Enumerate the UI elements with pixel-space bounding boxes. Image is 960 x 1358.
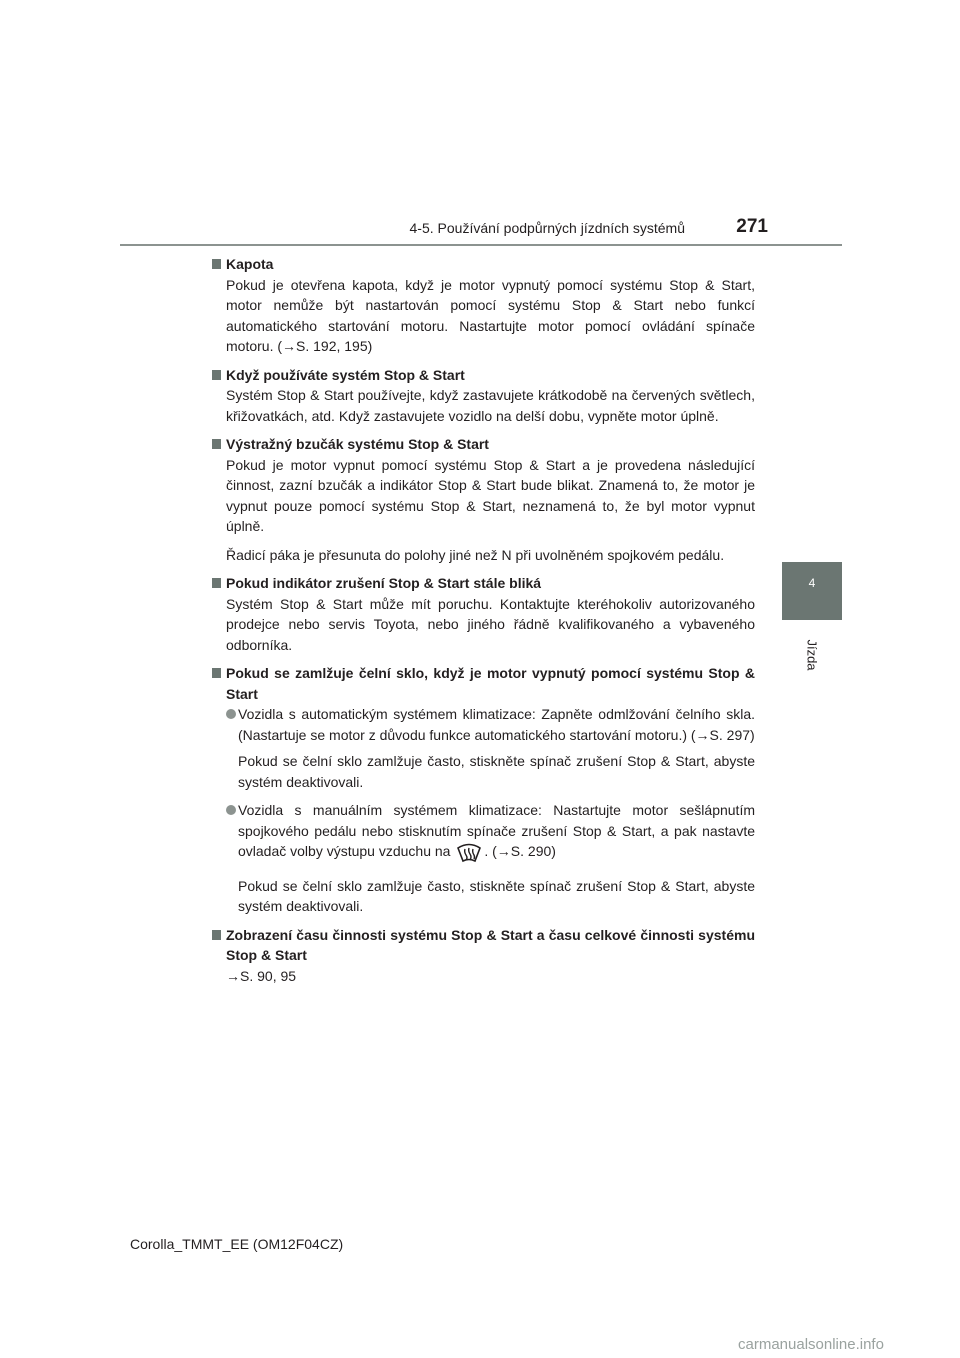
bullet-note: Pokud se čelní sklo zamlžuje často, stiskněte spínač zrušení Stop & Start, abyste systém deaktivovali.	[238, 877, 755, 914]
section-heading	[210, 663, 755, 704]
chapter-label	[782, 630, 842, 680]
section-text: Pokud je motor vypnut pomocí systému Stop & Start a je provedena následující činnost, zazní bzučák a indikátor Stop & Start bude blikat. Znamená to, že motor je vypnut pouze pomocí systému Stop & Start, neznamená to, že byl motor vypnut úplně.	[226, 456, 755, 534]
heading-text: Pokud se zamlžuje čelní sklo, když je motor vypnutý pomocí systému Stop & Start	[226, 665, 755, 702]
page-number: 271	[736, 216, 768, 237]
chapter-tab[interactable]	[782, 562, 842, 620]
section-heading	[210, 254, 755, 275]
square-bullet-icon	[212, 930, 221, 940]
heading-text: Když používáte systém Stop & Start	[226, 366, 465, 383]
windshield-defog-icon	[456, 842, 482, 870]
page-reference-link[interactable]: →S. 90, 95	[226, 967, 297, 984]
square-bullet-icon	[212, 578, 221, 588]
square-bullet-icon	[212, 259, 221, 269]
bullet-item	[210, 800, 755, 870]
square-bullet-icon	[212, 668, 221, 678]
section-indicator	[210, 573, 755, 655]
heading-text: Pokud indikátor zrušení Stop & Start stále bliká	[226, 575, 542, 591]
footer-model: Corolla_TMMT_EE (OM12F04CZ)	[130, 1236, 344, 1252]
section-text: Pokud je otevřena kapota, když je motor vypnutý pomocí systému Stop & Start, motor nemůže být nastartován pomocí systému Stop & Start nebo funkcí automatického startování motoru. Nastartujte motor pomocí ovládání spínače motoru. (→S. 192, 195)	[226, 276, 755, 354]
heading-text: Zobrazení času činnosti systému Stop & Start a času celkové činnosti systému Stop & Start	[226, 926, 755, 963]
section-fogging	[210, 663, 755, 917]
section-text: Systém Stop & Start používejte, když zastavujete krátkodobě na červených světlech, křižovatkách, atd. Když zastavujete vozidlo na delší dobu, vypněte motor úplně.	[226, 387, 755, 424]
bullet-text-after-icon: . (→S. 290)	[484, 843, 556, 859]
square-bullet-icon	[212, 370, 221, 380]
bullet-item	[210, 704, 755, 745]
section-heading	[210, 573, 755, 594]
section-text: Systém Stop & Start může mít poruchu. Kontaktujte kteréhokoliv autorizovaného prodejce nebo servis Toyota, nebo jiného řádně kvalifikovaného a vybaveného odborníka.	[226, 595, 755, 653]
chapter-number: 4	[808, 576, 816, 590]
round-bullet-icon	[226, 709, 236, 719]
section-heading	[210, 434, 755, 455]
round-bullet-icon	[226, 805, 236, 815]
section-buzzer	[210, 434, 755, 565]
header-divider	[120, 244, 842, 246]
watermark: carmanualsonline.info	[738, 1336, 884, 1353]
bullet-text: Vozidla s automatickým systémem klimatizace: Zapněte odmlžování čelního skla. (Nastartuje se motor z důvodu funkce automatického startování motoru.) (→S. 297)	[238, 706, 755, 743]
section-usage	[210, 365, 755, 427]
bullet-text: Vozidla s manuálním systémem klimatizace: Nastartujte motor sešlápnutím spojkového pedálu nebo stisknutím spínače zrušení Stop & Start, a pak nastavte ovladač volby výstupu vzduchu na	[238, 802, 755, 859]
page-content	[210, 254, 755, 994]
bullet-note: Pokud se čelní sklo zamlžuje často, stiskněte spínač zrušení Stop & Start, abyste systém deaktivovali.	[238, 753, 755, 790]
section-time-display	[210, 925, 755, 987]
section-text-2: Řadicí páka je přesunuta do polohy jiné než N při uvolněném spojkovém pedálu.	[226, 546, 725, 563]
chapter-label-text: Jízda	[804, 639, 820, 671]
heading-text: Kapota	[226, 256, 274, 272]
heading-text: Výstražný bzučák systému Stop & Start	[226, 436, 489, 452]
section-heading	[210, 365, 755, 386]
square-bullet-icon	[212, 439, 221, 449]
section-kapota	[210, 254, 755, 357]
page-header-title: 4-5. Používání podpůrných jízdních systémů	[409, 220, 685, 236]
section-heading	[210, 925, 755, 966]
